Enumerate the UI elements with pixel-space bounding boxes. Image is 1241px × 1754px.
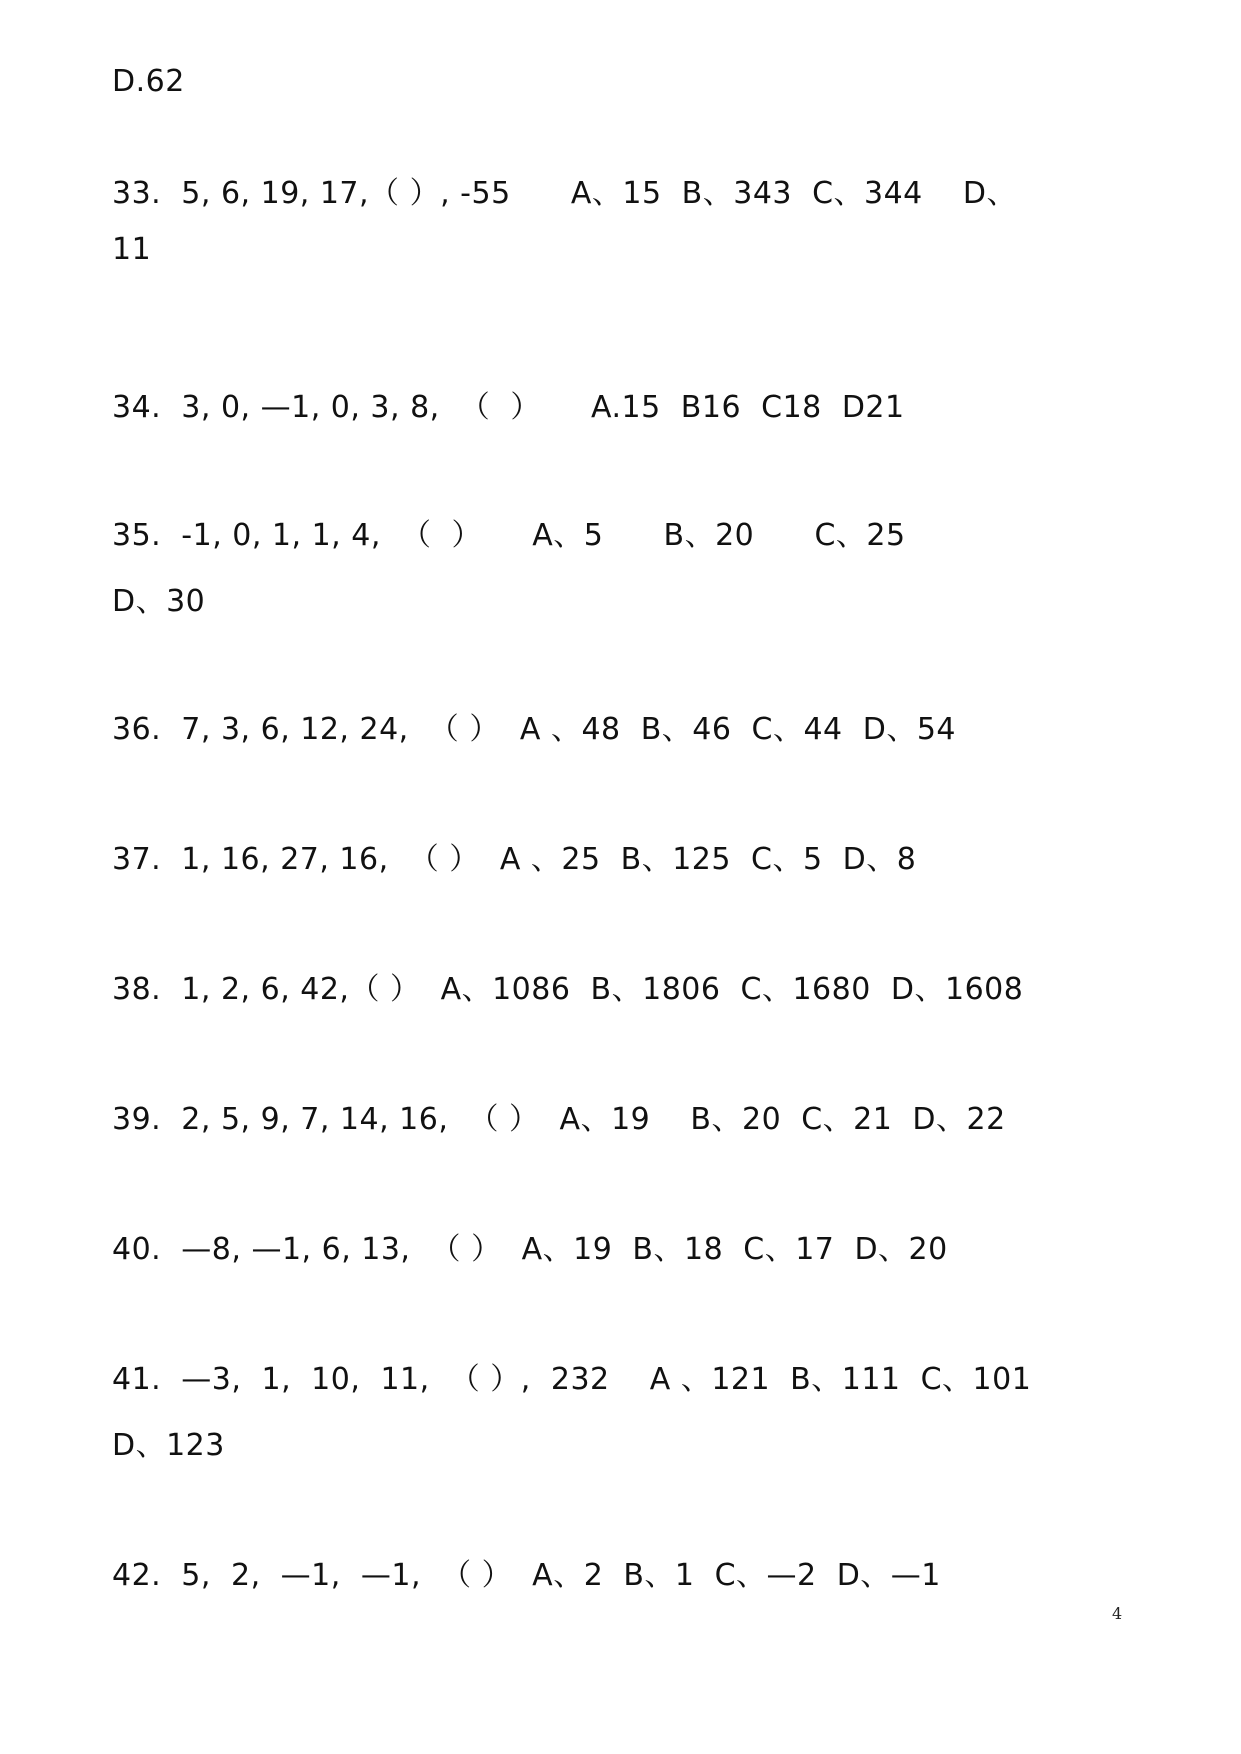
text-line: D、30 bbox=[112, 584, 206, 619]
question-39: 39. 2, 5, 9, 7, 14, 16, （ ） A、19 B、20 C、21 D、22 bbox=[112, 1102, 1006, 1137]
page-number: 4 bbox=[1112, 1604, 1123, 1623]
question-36: 36. 7, 3, 6, 12, 24, （ ） A 、48 B、46 C、44 D、54 bbox=[112, 712, 956, 747]
question-37: 37. 1, 16, 27, 16, （ ） A 、25 B、125 C、5 D、8 bbox=[112, 842, 917, 877]
text-line: 11 bbox=[112, 232, 152, 267]
question-33: 33. 5, 6, 19, 17,（ ）, -55 A、15 B、343 C、344 D、 bbox=[112, 176, 1018, 211]
question-38: 38. 1, 2, 6, 42,（ ） A、1086 B、1806 C、1680 D、1608 bbox=[112, 972, 1024, 1007]
question-41: 41. —3, 1, 10, 11, （ ）, 232 A 、121 B、111 C、101 bbox=[112, 1362, 1032, 1397]
text-line: D.62 bbox=[112, 64, 185, 99]
question-34: 34. 3, 0, —1, 0, 3, 8, （ ） A.15 B16 C18 D21 bbox=[112, 390, 905, 425]
question-40: 40. —8, —1, 6, 13, （ ） A、19 B、18 C、17 D、20 bbox=[112, 1232, 948, 1267]
question-42: 42. 5, 2, —1, —1, （ ） A、2 B、1 C、—2 D、—1 bbox=[112, 1558, 941, 1593]
text-line: D、123 bbox=[112, 1428, 225, 1463]
question-35: 35. -1, 0, 1, 1, 4, （ ） A、5 B、20 C、25 bbox=[112, 518, 906, 553]
